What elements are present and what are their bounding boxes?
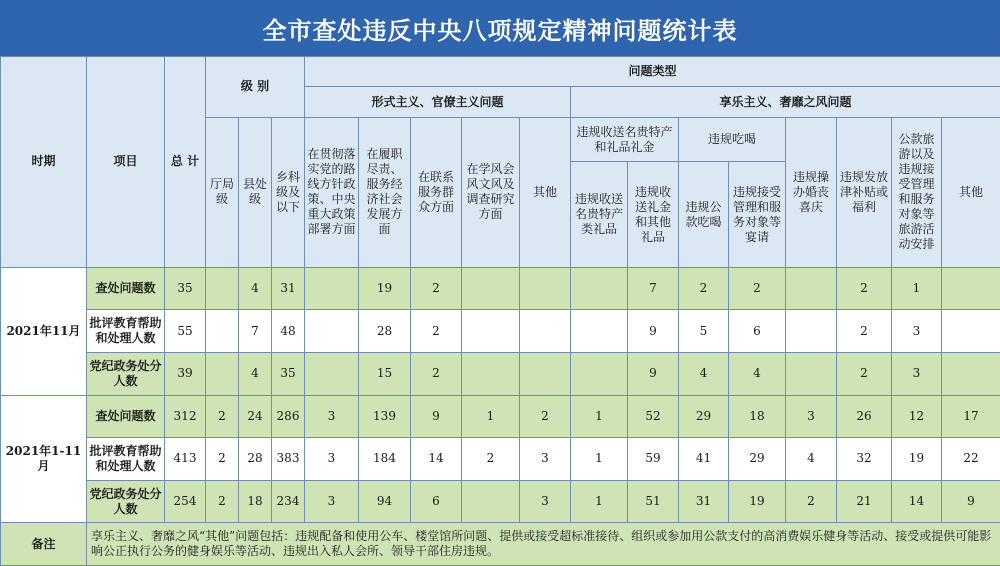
table-cell: 35 [165, 267, 206, 310]
table-cell: 4 [679, 353, 729, 396]
stats-table [0, 56, 1000, 566]
row-item-label: 批评教育帮助和处理人数 [87, 310, 165, 353]
table-cell: 7 [239, 310, 272, 353]
table-cell: 19 [729, 480, 786, 523]
table-cell [305, 267, 359, 310]
table-cell: 1 [571, 480, 628, 523]
table-cell: 94 [359, 480, 411, 523]
table-cell: 286 [272, 395, 305, 438]
table-cell: 2 [786, 480, 837, 523]
table-cell [462, 480, 520, 523]
table-cell: 2 [206, 480, 239, 523]
table-cell: 29 [679, 395, 729, 438]
table-cell: 29 [729, 438, 786, 481]
table-cell: 39 [165, 353, 206, 396]
header-total: 总 计 [165, 57, 206, 268]
table-cell: 2 [837, 267, 892, 310]
header-g1-col1: 在贯彻落实党的路线方针政策、中央重大政策部署方面 [305, 117, 359, 267]
table-cell: 28 [239, 438, 272, 481]
table-cell: 413 [165, 438, 206, 481]
table-cell: 9 [942, 480, 1000, 523]
table-cell: 2 [837, 310, 892, 353]
header-g2-travel: 公款旅游以及违规接受管理和服务对象等旅游活动安排 [892, 117, 942, 267]
header-g1-col4: 在学风会风文风及调查研究方面 [462, 117, 520, 267]
table-cell: 17 [942, 395, 1000, 438]
header-gift-money: 违规收送礼金和其他礼品 [628, 162, 679, 267]
header-level: 级 别 [206, 57, 305, 118]
table-cell: 19 [892, 438, 942, 481]
table-cell: 2 [411, 310, 462, 353]
table-cell: 2 [411, 267, 462, 310]
table-cell: 2 [679, 267, 729, 310]
table-cell: 3 [786, 395, 837, 438]
table-cell: 35 [272, 353, 305, 396]
table-cell: 3 [305, 438, 359, 481]
row-item-label: 党纪政务处分人数 [87, 480, 165, 523]
table-cell [462, 310, 520, 353]
table-cell [942, 310, 1000, 353]
table-row [1, 310, 1000, 353]
table-cell: 1 [571, 438, 628, 481]
table-cell [206, 353, 239, 396]
table-cell: 312 [165, 395, 206, 438]
table-cell: 15 [359, 353, 411, 396]
table-cell: 3 [520, 438, 571, 481]
table-cell: 31 [679, 480, 729, 523]
table-row [1, 395, 1000, 438]
table-cell: 3 [892, 353, 942, 396]
header-eat-banquet: 违规接受管理和服务对象等宴请 [729, 162, 786, 267]
table-cell [571, 353, 628, 396]
header-sub-gift: 违规收送名贵特产和礼品礼金 [571, 117, 679, 162]
header-period: 时期 [1, 57, 87, 268]
table-row [1, 267, 1000, 310]
table-cell: 2 [206, 438, 239, 481]
header-g1-col3: 在联系服务群众方面 [411, 117, 462, 267]
table-cell [571, 267, 628, 310]
header-group-formalism: 形式主义、官僚主义问题 [305, 87, 571, 117]
table-cell: 14 [892, 480, 942, 523]
table-cell: 9 [628, 353, 679, 396]
table-cell: 5 [679, 310, 729, 353]
header-item: 项目 [87, 57, 165, 268]
table-cell: 184 [359, 438, 411, 481]
row-item-label: 查处问题数 [87, 395, 165, 438]
table-cell: 2 [462, 438, 520, 481]
table-cell [571, 310, 628, 353]
table-cell [942, 267, 1000, 310]
header-level-xiangke: 乡科级及以下 [272, 117, 305, 267]
notes-text: 享乐主义、奢靡之风“其他”问题包括：违规配备和使用公车、楼堂馆所问题、提供或接受超标准接待、组织或参加用公款支付的高消费娱乐健身等活动、接受或提供可能影响公正执行公务的健身娱乐等活动、违规出入私人会所、领导干部住房违规。 [87, 523, 1000, 566]
table-row [1, 480, 1000, 523]
table-cell: 4 [729, 353, 786, 396]
row-item-label: 党纪政务处分人数 [87, 353, 165, 396]
table-cell [786, 353, 837, 396]
header-gift-specialty: 违规收送名贵特产类礼品 [571, 162, 628, 267]
table-cell [520, 353, 571, 396]
header-level-ting: 厅局级 [206, 117, 239, 267]
table-cell: 19 [359, 267, 411, 310]
table-cell: 234 [272, 480, 305, 523]
table-cell: 51 [628, 480, 679, 523]
table-cell [520, 310, 571, 353]
table-cell [942, 353, 1000, 396]
table-cell [462, 353, 520, 396]
table-cell: 48 [272, 310, 305, 353]
table-cell: 18 [729, 395, 786, 438]
notes-row [1, 523, 1000, 566]
table-cell: 22 [942, 438, 1000, 481]
table-cell [305, 353, 359, 396]
table-cell: 2 [729, 267, 786, 310]
period-label: 2021年1-11月 [1, 395, 87, 523]
table-cell: 2 [837, 353, 892, 396]
header-g1-col2: 在履职尽责、服务经济社会发展方面 [359, 117, 411, 267]
header-eat-public: 违规公款吃喝 [679, 162, 729, 267]
table-cell: 12 [892, 395, 942, 438]
table-cell: 3 [305, 395, 359, 438]
table-cell: 32 [837, 438, 892, 481]
table-cell: 2 [520, 395, 571, 438]
header-g1-other: 其他 [520, 117, 571, 267]
row-item-label: 查处问题数 [87, 267, 165, 310]
table-cell: 3 [892, 310, 942, 353]
header-group-hedonism: 享乐主义、奢靡之风问题 [571, 87, 1000, 117]
page-title: 全市查处违反中央八项规定精神问题统计表 [0, 0, 1000, 56]
table-cell: 1 [571, 395, 628, 438]
table-cell: 2 [206, 395, 239, 438]
table-cell: 4 [239, 353, 272, 396]
table-cell: 31 [272, 267, 305, 310]
table-cell [786, 267, 837, 310]
table-cell: 3 [520, 480, 571, 523]
table-cell [462, 267, 520, 310]
header-g2-subsidy: 违规发放津补贴或福利 [837, 117, 892, 267]
row-item-label: 批评教育帮助和处理人数 [87, 438, 165, 481]
table-cell: 2 [411, 353, 462, 396]
table-cell: 55 [165, 310, 206, 353]
notes-label: 备注 [1, 523, 87, 566]
table-cell: 59 [628, 438, 679, 481]
table-cell: 18 [239, 480, 272, 523]
header-sub-eat: 违规吃喝 [679, 117, 786, 162]
table-cell [206, 310, 239, 353]
table-cell: 26 [837, 395, 892, 438]
table-cell [206, 267, 239, 310]
table-cell: 4 [786, 438, 837, 481]
table-cell: 1 [462, 395, 520, 438]
table-cell: 41 [679, 438, 729, 481]
table-cell: 3 [305, 480, 359, 523]
table-cell: 254 [165, 480, 206, 523]
table-cell: 1 [892, 267, 942, 310]
table-cell: 21 [837, 480, 892, 523]
table-cell: 14 [411, 438, 462, 481]
header-g2-other: 其他 [942, 117, 1000, 267]
table-cell: 7 [628, 267, 679, 310]
table-cell: 28 [359, 310, 411, 353]
header-problem-type: 问题类型 [305, 57, 1000, 87]
table-cell [305, 310, 359, 353]
table-cell [520, 267, 571, 310]
table-cell: 9 [628, 310, 679, 353]
table-cell: 383 [272, 438, 305, 481]
table-cell: 52 [628, 395, 679, 438]
table-row [1, 353, 1000, 396]
table-cell: 24 [239, 395, 272, 438]
table-cell: 4 [239, 267, 272, 310]
period-label: 2021年11月 [1, 267, 87, 395]
table-cell [786, 310, 837, 353]
header-g2-wedding: 违规操办婚丧喜庆 [786, 117, 837, 267]
table-cell: 139 [359, 395, 411, 438]
header-level-xianchu: 县处级 [239, 117, 272, 267]
table-cell: 6 [411, 480, 462, 523]
table-cell: 9 [411, 395, 462, 438]
table-row [1, 438, 1000, 481]
table-cell: 6 [729, 310, 786, 353]
